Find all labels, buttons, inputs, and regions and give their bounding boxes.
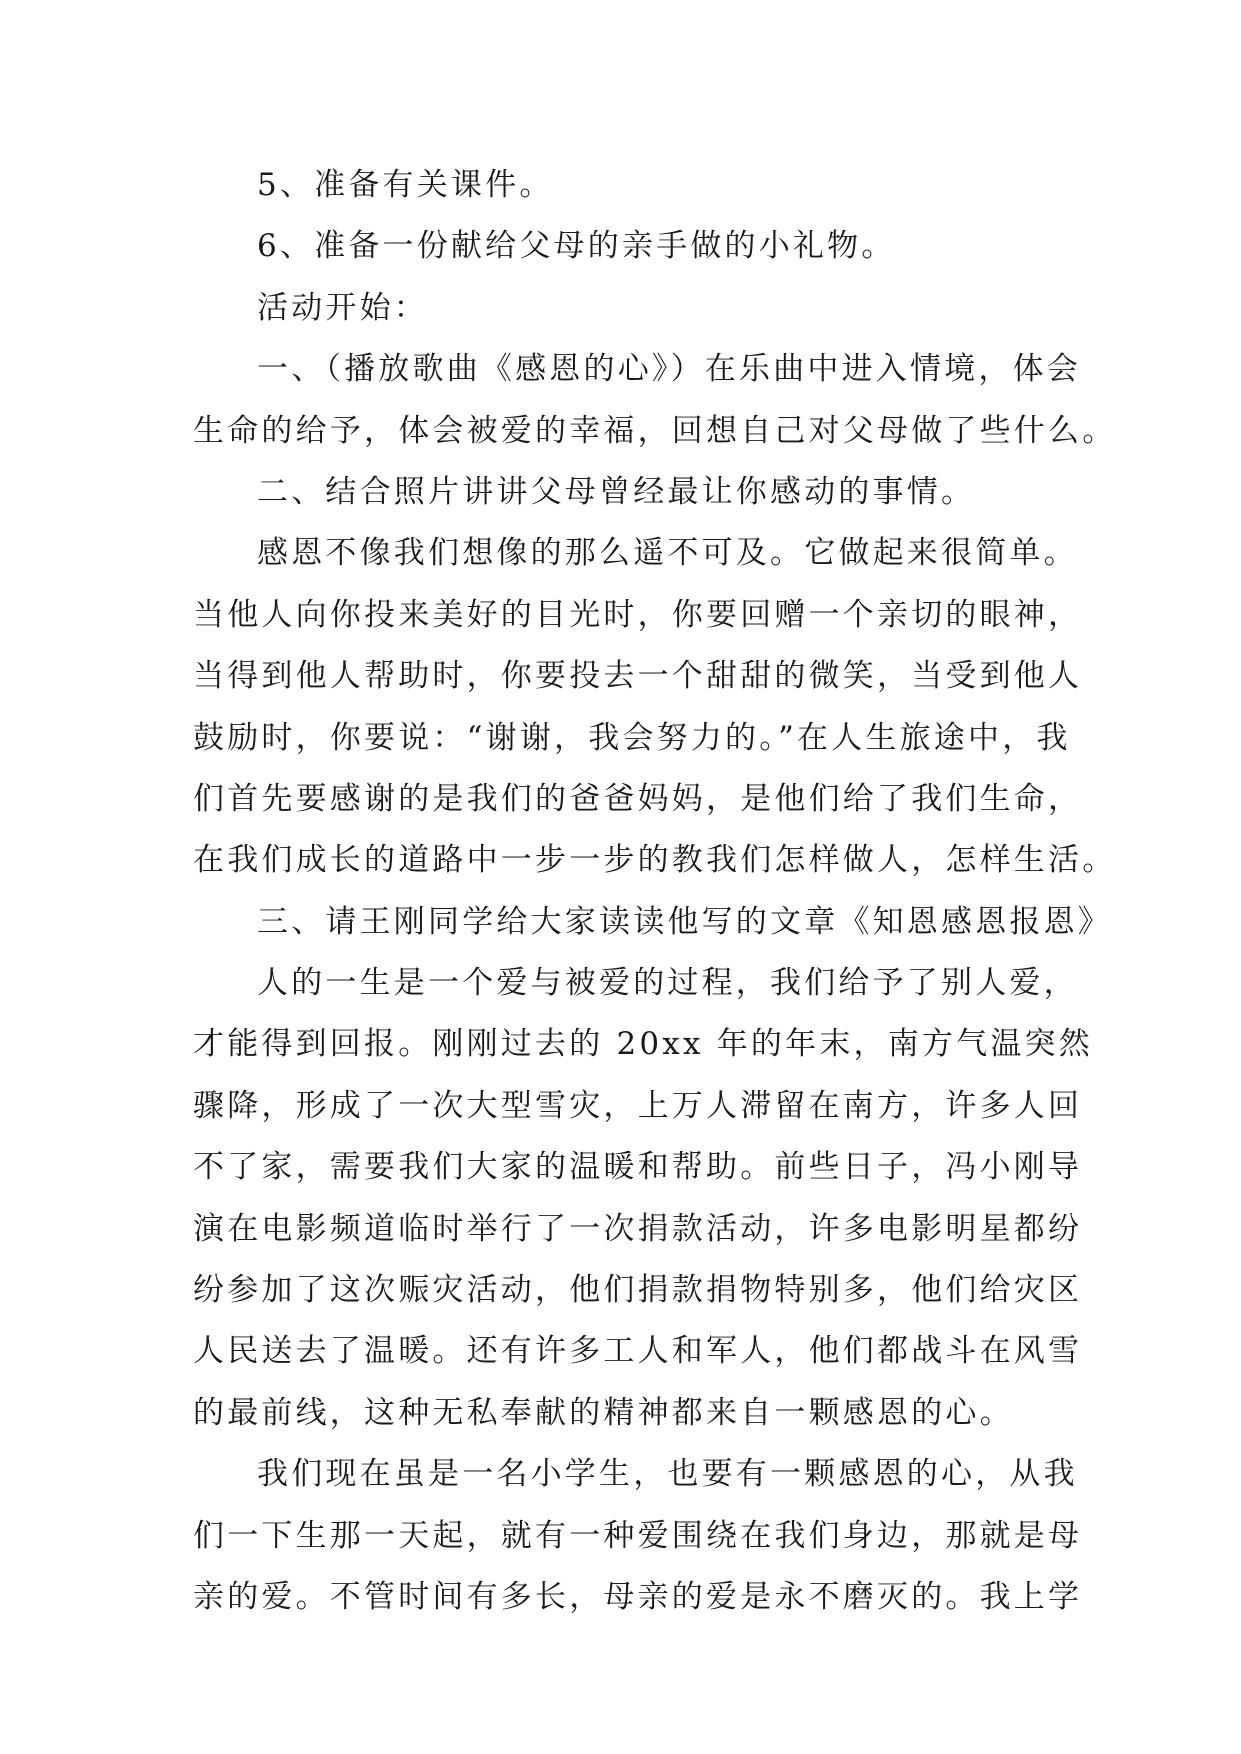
text-line: 亲的爱。不管时间有多长，母亲的爱是永不磨灭的。我上学 [193, 1578, 1083, 1615]
text-line: 们一下生那一天起，就有一种爱围绕在我们身边，那就是母 [193, 1517, 1083, 1554]
text-line: 5、准备有关课件。 [257, 167, 554, 203]
text-line: 生命的给予，体会被爱的幸福，回想自己对父母做了些什么。 [193, 412, 1117, 449]
text-line: 们首先要感谢的是我们的爸爸妈妈，是他们给了我们生命， [193, 780, 1083, 817]
text-line: 感恩不像我们想像的那么遥不可及。它做起来很简单。 [257, 535, 1078, 572]
text-line: 的最前线，这种无私奉献的精神都来自一颗感恩的心。 [193, 1394, 1014, 1431]
text-line: 人民送去了温暖。还有许多工人和军人，他们都战斗在风雪 [193, 1333, 1083, 1370]
text-line: 当他人向你投来美好的目光时，你要回赠一个亲切的眼神， [193, 596, 1083, 633]
text-line: 纷参加了这次赈灾活动，他们捐款捐物特别多，他们给灾区 [193, 1272, 1083, 1309]
text-line: 活动开始： [257, 289, 428, 326]
text-line: 骤降，形成了一次大型雪灾，上万人滞留在南方，许多人回 [193, 1087, 1083, 1124]
text-line: 三、请王刚同学给大家读读他写的文章《知恩感恩报恩》 [257, 903, 1112, 940]
text-line: 在我们成长的道路中一步一步的教我们怎样做人，怎样生活。 [193, 842, 1117, 879]
text-line: 6、准备一份献给父母的亲手做的小礼物。 [257, 228, 896, 265]
text-line: 一、（播放歌曲《感恩的心》）在乐曲中进入情境，体会 [257, 351, 1081, 388]
text-line: 不了家，需要我们大家的温暖和帮助。前些日子，冯小刚导 [193, 1149, 1083, 1186]
text-line: 演在电影频道临时举行了一次捐款活动，许多电影明星都纷 [193, 1210, 1083, 1247]
text-line: 才能得到回报。刚刚过去的 20xx 年的年末，南方气温突然 [193, 1026, 1093, 1063]
text-line: 人的一生是一个爱与被爱的过程，我们给予了别人爱， [257, 965, 1078, 1002]
text-line: 鼓励时，你要说：“谢谢，我会努力的。”在人生旅途中，我 [193, 719, 1071, 756]
document-body [193, 155, 1117, 1628]
text-line: 我们现在虽是一名小学生，也要有一颗感恩的心，从我 [257, 1456, 1078, 1493]
text-line: 二、结合照片讲讲父母曾经最让你感动的事情。 [257, 473, 976, 510]
text-line: 当得到他人帮助时，你要投去一个甜甜的微笑，当受到他人 [193, 658, 1083, 695]
